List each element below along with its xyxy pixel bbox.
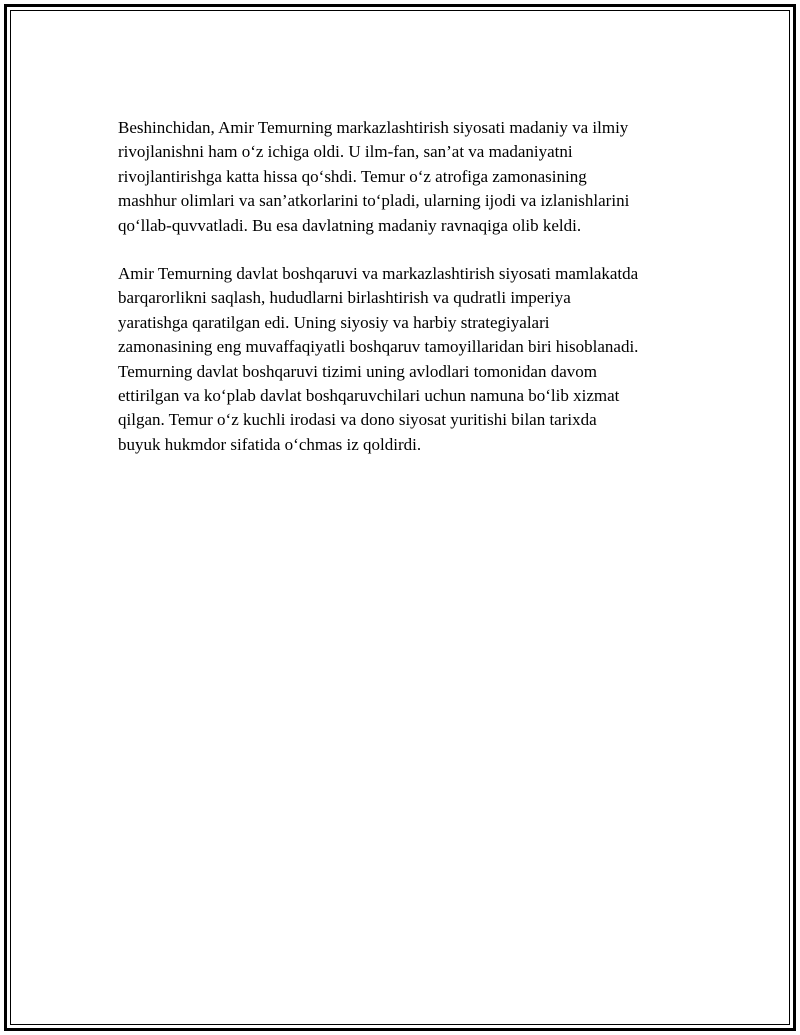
paragraph-1: Beshinchidan, Amir Temurning markazlashtirish siyosati madaniy va ilmiy rivojlanishni ham o‘z ichiga oldi. U ilm-fan, san’at va madaniyatni rivojlantirishga katta hissa qo‘shdi. Temur o‘z atrofiga zamonasining mashhur olimlari va san’atkorlarini to‘pladi, ularning ijodi va izlanishlarini qo‘llab-quvvatladi. Bu esa davlatning madaniy ravnaqiga olib keldi. xyxy=(118,118,630,235)
paragraph-2: Amir Temurning davlat boshqaruvi va markazlashtirish siyosati mamlakatda barqarorlikni saqlash, hududlarni birlashtirish va qudratli imperiya yaratishga qaratilgan edi. Uning siyosiy va harbiy strategiyalari zamonasining eng muvaffaqiyatli boshqaruv tamoyillaridan biri hisoblanadi. Temurning davlat boshqaruvi tizimi uning avlodlari tomonidan davom ettirilgan va ko‘plab davlat boshqaruvchilari uchun namuna bo‘lib xizmat qilgan. Temur o‘z kuchli irodasi va dono siyosat yuritishi bilan tarixda buyuk hukmdor sifatida o‘chmas iz qoldirdi. xyxy=(118,264,639,454)
document-body xyxy=(118,116,693,481)
